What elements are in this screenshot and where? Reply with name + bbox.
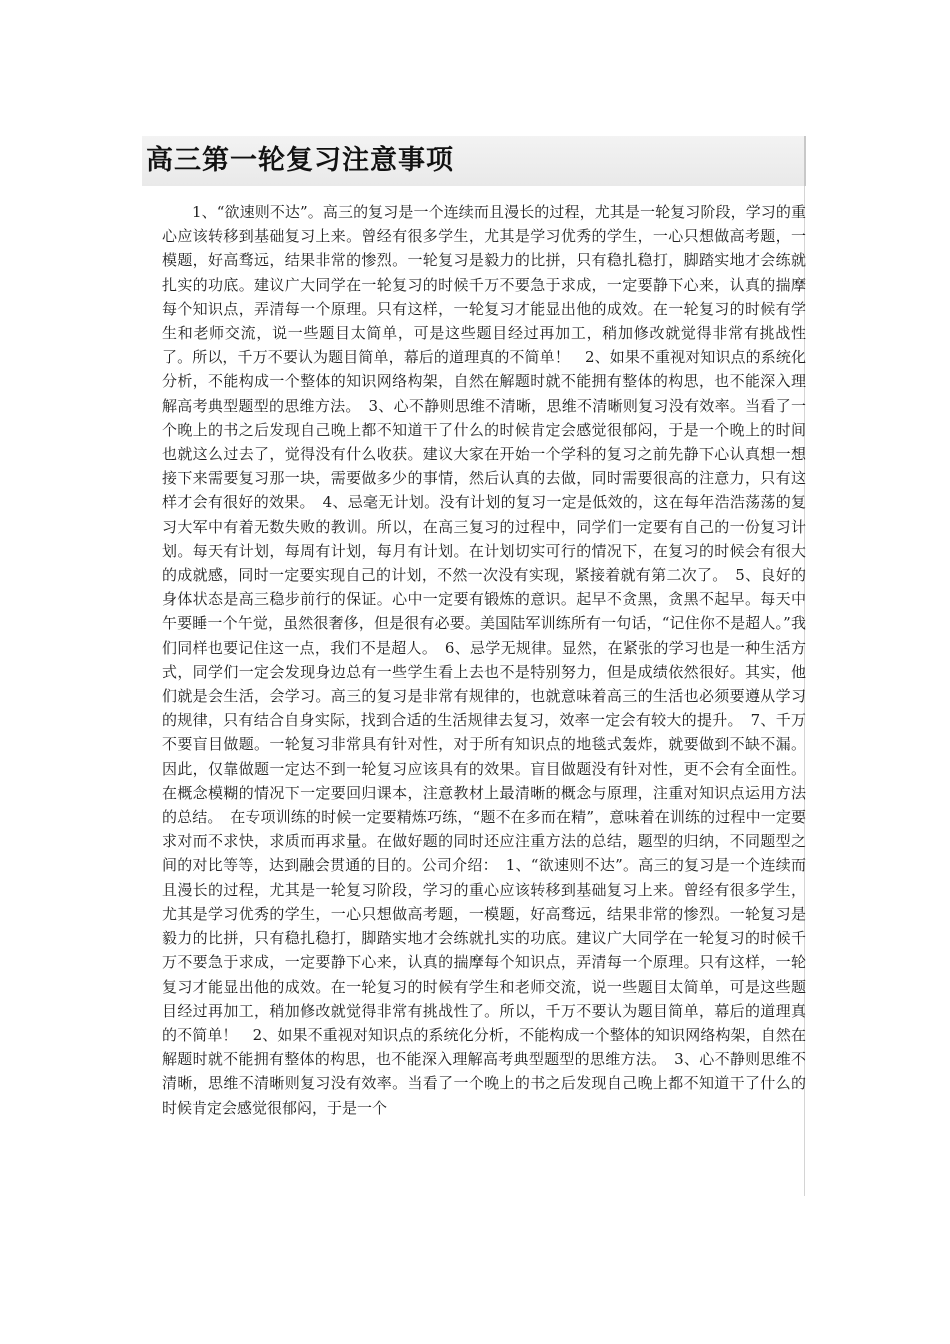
page-title: 高三第一轮复习注意事项 bbox=[146, 145, 454, 176]
title-banner bbox=[142, 136, 806, 186]
body-paragraph: 1、“欲速则不达”。高三的复习是一个连续而且漫长的过程，尤其是一轮复习阶段，学习的重心应该转移到基础复习上来。曾经有很多学生，尤其是学习优秀的学生，一心只想做高考题，一模题，好高骛远，结果非常的惨烈。一轮复习是毅力的比拼，只有稳扎稳打，脚踏实地才会练就扎实的功底。建议广大同学在一轮复习的时候千万不要急于求成，一定要静下心来，认真的揣摩每个知识点，弄清每一个原理。只有这样，一轮复习才能显出他的成效。在一轮复习的时候有学生和老师交流，说一些题目太简单，可是这些题目经过再加工，稍加修改就觉得非常有挑战性了。所以，千万不要认为题目简单，幕后的道理真的不简单！ 2、如果不重视对知识点的系统化分析，不能构成一个整体的知识网络构架，自然在解题时就不能拥有整体的构思，也不能深入理解高考典型题型的思维方法。 3、心不静则思维不清晰，思维不清晰则复习没有效率。当看了一个晚上的书之后发现自己晚上都不知道干了什么的时候肯定会感觉很郁闷，于是一个晚上的时间也就这么过去了，觉得没有什么收获。建议大家在开始一个学科的复习之前先静下心认真想一想接下来需要复习那一块，需要做多少的事情，然后认真的去做，同时需要很高的注意力，只有这样才会有很好的效果。 4、忌毫无计划。没有计划的复习一定是低效的，这在每年浩浩荡荡的复习大军中有着无数失败的教训。所以，在高三复习的过程中，同学们一定要有自己的一份复习计划。每天有计划，每周有计划，每月有计划。在计划切实可行的情况下，在复习的时候会有很大的成就感，同时一定要实现自己的计划，不然一次没有实现，紧接着就有第二次了。 5、良好的身体状态是高三稳步前行的保证。心中一定要有锻炼的意识。起早不贪黑，贪黑不起早。每天中午要睡一个午觉，虽然很奢侈，但是很有必要。美国陆军训练所有一句话，“记住你不是超人。”我们同样也要记住这一点，我们不是超人。 6、忌学无规律。显然，在紧张的学习也是一种生活方式，同学们一定会发现身边总有一些学生看上去也不是特别努力，但是成绩依然很好。其实，他们就是会生活，会学习。高三的复习是非常有规律的，也就意味着高三的生活也必须要遵从学习的规律，只有结合自身实际，找到合适的生活规律去复习，效率一定会有较大的提升。 7、千万不要盲目做题。一轮复习非常具有针对性，对于所有知识点的地毯式轰炸，就要做到不缺不漏。因此，仅靠做题一定达不到一轮复习应该具有的效果。盲目做题没有针对性，更不会有全面性。在概念模糊的情况下一定要回归课本，注意教材上最清晰的概念与原理，注重对知识点运用方法的总结。 在专项训练的时候一定要精炼巧练，“题不在多而在精”，意味着在训练的过程中一定要求对而不求快，求质而再求量。在做好题的同时还应注重方法的总结，题型的归纳，不同题型之间的对比等等，达到融会贯通的目的。公司介绍： 1、“欲速则不达”。高三的复习是一个连续而且漫长的过程，尤其是一轮复习阶段，学习的重心应该转移到基础复习上来。曾经有很多学生，尤其是学习优秀的学生，一心只想做高考题，一模题，好高骛远，结果非常的惨烈。一轮复习是毅力的比拼，只有稳扎稳打，脚踏实地才会练就扎实的功底。建议广大同学在一轮复习的时候千万不要急于求成，一定要静下心来，认真的揣摩每个知识点，弄清每一个原理。只有这样，一轮复习才能显出他的成效。在一轮复习的时候有学生和老师交流，说一些题目太简单，可是这些题目经过再加工，稍加修改就觉得非常有挑战性了。所以，千万不要认为题目简单，幕后的道理真的不简单！ 2、如果不重视对知识点的系统化分析，不能构成一个整体的知识网络构架，自然在解题时就不能拥有整体的构思，也不能深入理解高考典型题型的思维方法。 3、心不静则思维不清晰，思维不清晰则复习没有效率。当看了一个晚上的书之后发现自己晚上都不知道干了什么的时候肯定会感觉很郁闷，于是一个 bbox=[162, 203, 806, 1117]
